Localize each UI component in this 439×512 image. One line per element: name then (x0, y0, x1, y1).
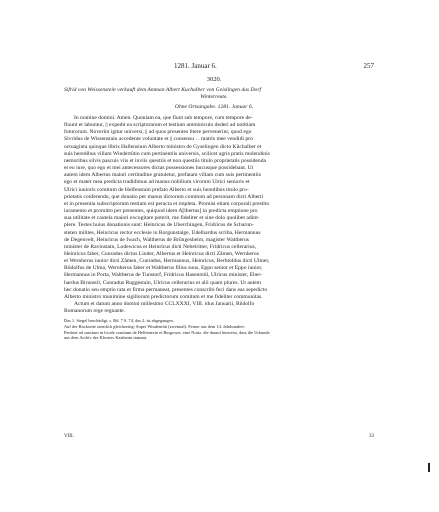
text-line: et eo iure, quo ego et mei antecessores dictas possessiones hucusque possidebant. Ut (64, 165, 254, 172)
margin-mark (428, 463, 430, 472)
charter-text (64, 115, 364, 315)
document-page (64, 62, 374, 341)
regest (64, 87, 364, 101)
text-line: steten milites, Heinricus rector ecclesie in Rorgunstaige, Ûdelhardus scriba, Hermannus (64, 229, 261, 236)
text-line: Actum et datum anno domini millesimo CCLXXXI, VIII. idus Januarii, Rûdolfo (74, 301, 255, 308)
text-line: et in presentia subscriptorum testium est peracta et impleta. Promisi etiam corporali prestito (64, 200, 270, 207)
text-line: futurorum. Noverint igitur universi, || ad quos presentes litere pervenerint, quod ego (64, 129, 252, 136)
page-footer (64, 434, 374, 442)
text-line: Alberto ministro munimine sigillorum predictorum comitum et me fideliter communitas. (64, 293, 263, 300)
text-line: Romanorum rege regnante. (64, 308, 126, 315)
regest-line: Sifrid von Weissenstein verkauft dem Amman Albert Kuchalber von Geislingen das Dorf (64, 87, 262, 93)
text-line: suis heredibus villam Windertûtin cum pertinentiis universis, scilicet agris pratis molendinis (64, 150, 270, 157)
text-line: autem idem Albertus maiori certitudine gratuletur, prefatam villam cum suis pertinentiis (64, 172, 261, 179)
footnote-line: aus dem Archiv des Klosters Kaisheim stammt. (64, 335, 148, 341)
text-line: In nomine domini. Amen. Quoniam ea, que fiunt sub tempore, cum tempore de- (74, 115, 253, 121)
text-line: hec donatio seu emptio rata et firma permaneat, presentes conscribi feci dans eas sepedicto (64, 286, 268, 293)
text-line: fluunt et labuntur, || expedit ea scripturarum et testium amminiculo dederi ad notitiam (64, 122, 256, 129)
text-line: Rûdolfus de Ulma, Wernherus faber et Waltherus filius suus, Eppo senior et Eppo iunior, (64, 265, 263, 272)
regest-line: Winterreute. (200, 94, 228, 100)
text-line: nemoribus silvis pascuis viis et inviis questiis et non questiis titulo proprietatis possidenda (64, 157, 266, 164)
text-line: ego et mater mea predicta tradidimus ad manus nobilium virorum Ulrici senioris et (64, 179, 250, 186)
text-line: minister de Ravinstain, Lodewicus et Heinricus dicti Nebelritter, Fridricus cellerarius, (64, 243, 257, 250)
text-line: octuaginta quinque libris Hallensium Alberto ministro de Gyselingen dicto Kûchalber et (64, 143, 262, 150)
page-header (64, 62, 374, 74)
text-line: Heinricus faber, Cunradus dictus Linder, Albertus et Heinricus dicti Zâmen, Wernherus (64, 250, 259, 257)
text-line: plere. Testes huius donationis sunt: Heinricus de Uberchingen, Fridricus de Scharun- (64, 222, 254, 229)
volume-label: VIII. (64, 434, 74, 439)
footnote-line: Pertinet ad sanctum in locale comitum de Helfenstein et Burgower, eine Notiz, die darauf hinweist, dass die Urkunde (64, 329, 270, 335)
text-line: sua utilitate et cautela maiori excogitare poterit, me fideliter et sine dolo quolibet adim- (64, 215, 260, 222)
text-line: de Degenvelt, Heinricus de Iwach, Waltherus de Brûngesheim, magister Waltherus (64, 236, 249, 243)
text-line: iuramento et promitto per presentes, quiquod idem A[lbertus] in predicta emptione pro (64, 208, 258, 215)
document-number: 3020. (206, 76, 222, 83)
footnotes (64, 318, 364, 340)
text-line: et Wernherus iunior dicti Zâmen, Cunradus, Hermannus, Heinricus, Berhtoldus dicti Ulmer, (64, 258, 270, 265)
text-line: prietatis conferendo, que donatio per manus dictorum comitum ad personam dicti Alberti (64, 193, 264, 200)
text-line: Hermannus in Porta, Waltherus de Tunstorf, Fridricus Hasenmûl, Ulricus minister, Eber- (64, 272, 262, 279)
source-note: Ohne Ortsangabe. 1281. Januar 6. (174, 104, 254, 110)
text-line: Sivridus de Wissenstain accedente voluntate et || consensu . . matris mee vendidi pro (64, 136, 253, 143)
signature-mark: 33 (369, 434, 374, 439)
footnote-line: Auf der Rückseite ziemlich gleichzeitig: Super Windenrûti (zweimal). Ferner aus dem 14. Jahrhundert: (64, 323, 245, 329)
header-date: 1281. Januar 6. (174, 62, 217, 70)
text-line: hardus Birunstil, Cunradus Ruggestain, Ulricus cellerarius et alii quam plures. Ut autem (64, 279, 261, 286)
page-number: 257 (363, 62, 374, 70)
footnote-line: Das 1. Siegel beschädigt, s. Bd. 7 S. 74, das 2. ist abgegangen. (64, 318, 174, 324)
text-line: Ulrici iunioris comitum de Helfenstain prefato Alberto et suis heredibus titulo pro- (64, 186, 249, 193)
